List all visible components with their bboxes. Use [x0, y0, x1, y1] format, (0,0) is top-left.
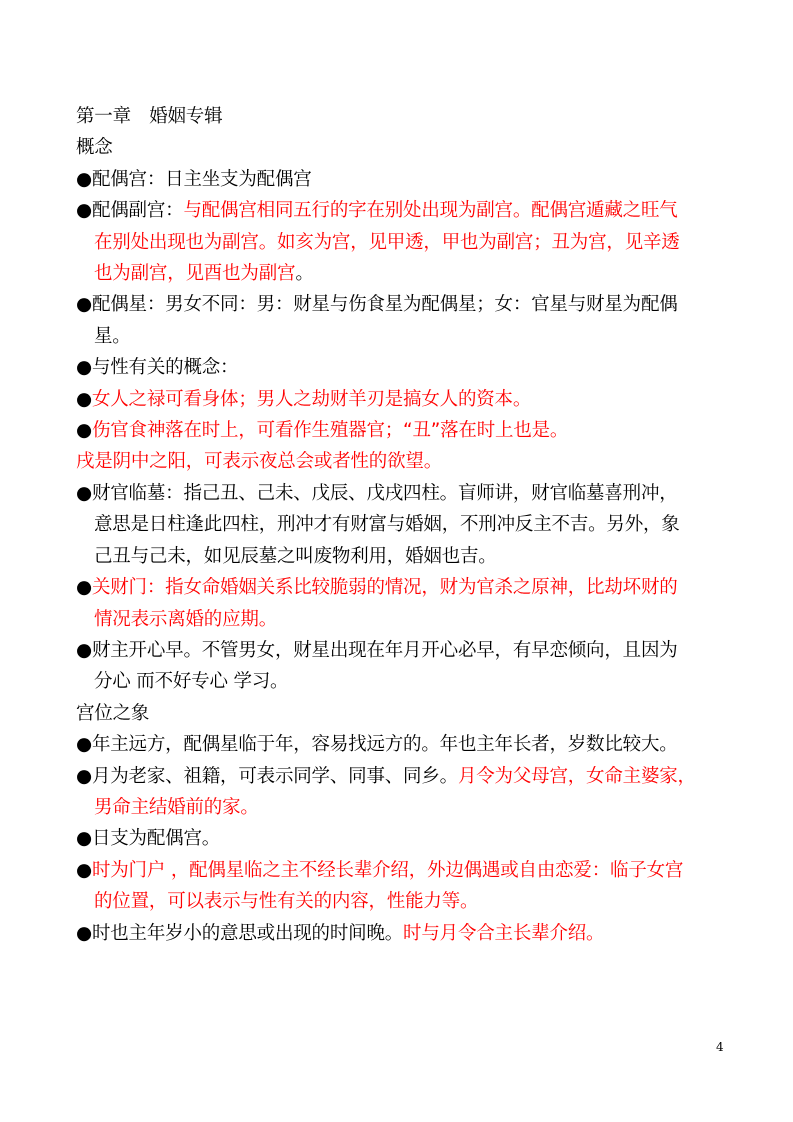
text-segment: 分心 而不好专心 学习。	[94, 671, 289, 693]
bullet-line	[76, 855, 706, 886]
text-segment: ●时也主年岁小的意思或出现的时间晚。	[76, 922, 404, 944]
text-segment: 戌是阴中之阳，可表示夜总会或者性的欲望。	[76, 451, 443, 473]
text-segment: 概念	[76, 137, 113, 159]
continuation-line	[76, 666, 706, 697]
page-number: 4	[716, 1040, 724, 1054]
text-segment: ●财官临墓：指己丑、己未、戊辰、戊戌四柱。盲师讲，财官临墓喜刑冲，	[76, 482, 678, 504]
text-segment: 女人之禄可看身体；男人之劫财羊刃是搞女人的资本。	[91, 388, 532, 410]
plain-line	[76, 446, 706, 477]
continuation-line	[76, 541, 706, 572]
continuation-line	[76, 321, 706, 352]
document-body	[76, 101, 706, 949]
text-segment: 情况表示离婚的应期。	[94, 608, 278, 630]
text-segment: ●配偶副宫：	[76, 200, 184, 222]
text-segment: 时为门户 ，配偶星临之主不经长辈介绍，外边偶遇或自由恋爱：临子女宫	[91, 859, 684, 881]
bullet-line	[76, 415, 706, 446]
text-segment: 伤官食神落在时上，可看作生殖器官；“丑”落在时上也是。	[91, 420, 569, 442]
text-segment: 意思是日柱逢此四柱，刑冲才有财富与婚姻，不刑冲反主不吉。另外，象	[94, 514, 680, 536]
text-segment: 关财门：指女命婚姻关系比较脆弱的情况，财为官杀之原神，比劫坏财的	[91, 577, 678, 599]
continuation-line	[76, 886, 706, 917]
bullet-line	[76, 918, 706, 949]
continuation-line	[76, 227, 706, 258]
bullet-line	[76, 729, 706, 760]
bullet-line	[76, 478, 706, 509]
text-segment: ●财主开心早。不管男女，财星出现在年月开心必早，有早恋倾向，且因为	[76, 639, 678, 661]
bullet-line	[76, 195, 706, 226]
text-segment: 第一章 婚姻专辑	[76, 106, 223, 127]
continuation-line	[76, 604, 706, 635]
text-segment: 也为副宫，见酉也为副宫	[94, 263, 296, 285]
bullet-line	[76, 572, 706, 603]
text-segment: ●与性有关的概念：	[76, 357, 239, 379]
text-segment: ●日支为配偶宫。	[76, 828, 221, 850]
bullet-line	[76, 761, 706, 792]
text-segment: ●配偶宫：日主坐支为配偶宫	[76, 168, 312, 190]
text-segment: 星。	[94, 325, 131, 347]
continuation-line	[76, 258, 706, 289]
text-segment: ●	[76, 577, 92, 599]
text-segment: ●	[76, 388, 92, 410]
text-segment: 。	[295, 263, 314, 285]
text-segment: ●月为老家、祖籍，可表示同学、同事、同乡。	[76, 765, 458, 787]
text-segment: 与配偶宫相同五行的字在别处出现为副宫。配偶宫遁藏之旺气	[183, 200, 678, 222]
text-segment: 宫位之象	[76, 702, 150, 724]
text-segment: ●	[76, 420, 92, 442]
bullet-line	[76, 635, 706, 666]
text-segment: ●年主远方，配偶星临于年，容易找远方的。年也主年长者，岁数比较大。	[76, 734, 678, 756]
continuation-line	[76, 509, 706, 540]
bullet-line	[76, 352, 706, 383]
bullet-line	[76, 164, 706, 195]
text-segment: 在别处出现也为副宫。如亥为宫，见甲透，甲也为副宫；丑为宫，见辛透	[94, 231, 680, 253]
continuation-line	[76, 792, 706, 823]
text-segment: ●	[76, 859, 92, 881]
bullet-line	[76, 384, 706, 415]
text-segment: 的位置，可以表示与性有关的内容，性能力等。	[94, 891, 479, 913]
chapter-title	[76, 101, 706, 132]
text-segment: 月令为父母宫，女命主婆家，	[457, 765, 696, 787]
text-segment: 男命主结婚前的家。	[94, 796, 259, 818]
bullet-line	[76, 823, 706, 854]
section-heading	[76, 132, 706, 163]
bullet-line	[76, 289, 706, 320]
text-segment: ●配偶星：男女不同：男：财星与伤食星为配偶星；女：官星与财星为配偶	[76, 294, 678, 316]
section-heading	[76, 698, 706, 729]
text-segment: 己丑与己未，如见辰墓之叫废物利用，婚姻也吉。	[94, 545, 497, 567]
text-segment: 时与月令合主长辈介绍。	[403, 922, 605, 944]
